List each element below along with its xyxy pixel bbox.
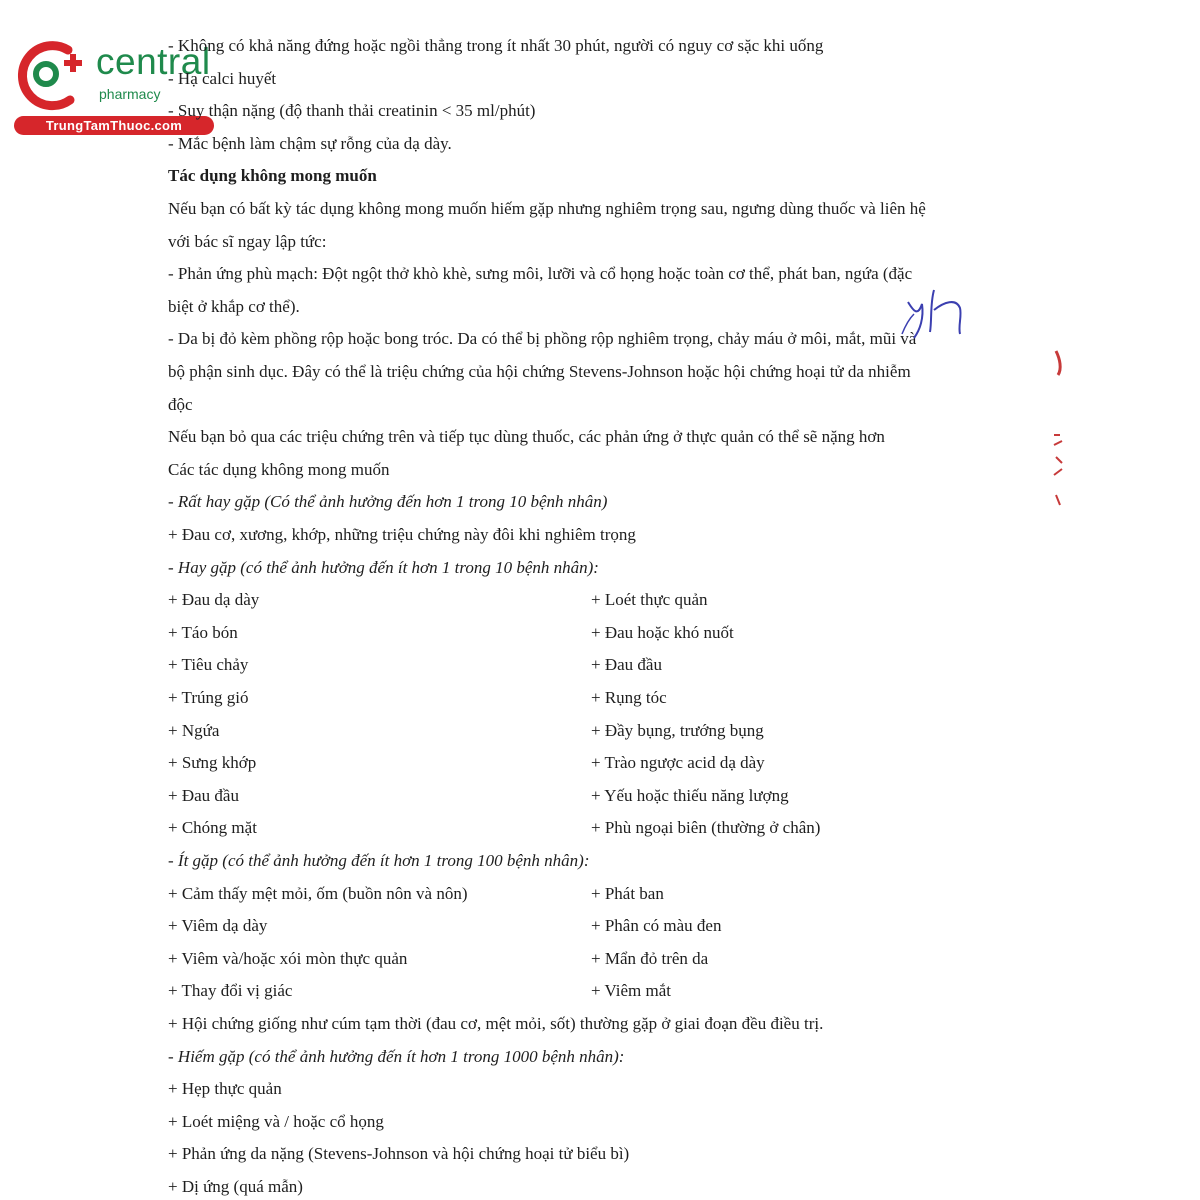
text-line: + Viêm mắt [591, 981, 672, 1000]
text-line: + Sưng khớp [168, 753, 257, 772]
text-line: + Chóng mặt [168, 818, 257, 837]
text-line: + Loét miệng và / hoặc cổ họng [168, 1112, 384, 1131]
text-line: - Suy thận nặng (độ thanh thải creatinin < 35 ml/phút) [168, 101, 536, 120]
logo-subtitle: pharmacy [99, 86, 161, 102]
text-line: + Dị ứng (quá mẫn) [168, 1177, 303, 1196]
text-line: bộ phận sinh dục. Đây có thể là triệu chứng của hội chứng Stevens-Johnson hoặc hội chứng hoại tử da nhiễm [168, 362, 911, 381]
logo-wordmark: central [96, 41, 211, 82]
text-line: + Hội chứng giống như cúm tạm thời (đau cơ, mệt mỏi, sốt) thường gặp ở giai đoạn đều điều trị. [168, 1014, 824, 1033]
text-line: + Trào ngược acid dạ dày [591, 753, 765, 772]
text-line: Các tác dụng không mong muốn [168, 460, 390, 479]
text-line: - Hiếm gặp (có thể ảnh hưởng đến ít hơn 1 trong 1000 bệnh nhân): [168, 1047, 625, 1066]
text-line: + Đau đầu [168, 786, 239, 805]
text-line: + Phản ứng da nặng (Stevens-Johnson và hội chứng hoại tử biểu bì) [168, 1144, 630, 1163]
text-line: + Phát ban [591, 884, 664, 903]
text-line: - Hạ calci huyết [168, 69, 277, 88]
text-line: + Loét thực quản [591, 590, 708, 609]
logo-website: TrungTamThuoc.com [14, 116, 214, 135]
text-line: + Viêm và/hoặc xói mòn thực quản [168, 949, 408, 968]
text-line: Nếu bạn bỏ qua các triệu chứng trên và tiếp tục dùng thuốc, các phản ứng ở thực quản có thể sẽ nặng hơn [168, 427, 885, 446]
text-line: + Trúng gió [168, 688, 249, 707]
text-line: - Rất hay gặp (Có thể ảnh hưởng đến hơn 1 trong 10 bệnh nhân) [168, 492, 608, 511]
text-line: + Đau cơ, xương, khớp, những triệu chứng này đôi khi nghiêm trọng [168, 525, 636, 544]
text-line: + Thay đổi vị giác [168, 981, 293, 1000]
text-line: - Mắc bệnh làm chậm sự rỗng của dạ dày. [168, 134, 452, 153]
text-line: + Đau đầu [591, 655, 662, 674]
text-line: + Phù ngoại biên (thường ở chân) [591, 818, 821, 837]
text-line: biệt ở khắp cơ thể). [168, 297, 300, 316]
handwritten-signature [900, 284, 990, 340]
text-line: + Yếu hoặc thiếu năng lượng [591, 786, 789, 805]
text-line: + Đau dạ dày [168, 590, 260, 609]
text-line: độc [168, 395, 193, 414]
text-line: - Hay gặp (có thể ảnh hưởng đến ít hơn 1 trong 10 bệnh nhân): [168, 558, 599, 577]
text-line: - Không có khả năng đứng hoặc ngồi thẳng trong ít nhất 30 phút, người có nguy cơ sặc khi uống [168, 36, 824, 55]
text-line: - Ít gặp (có thể ảnh hưởng đến ít hơn 1 trong 100 bệnh nhân): [168, 851, 590, 870]
section-heading: Tác dụng không mong muốn [168, 166, 377, 185]
text-line: với bác sĩ ngay lập tức: [168, 232, 327, 251]
text-line: + Táo bón [168, 623, 238, 642]
text-line: + Viêm dạ dày [168, 916, 268, 935]
text-line: + Hẹp thực quản [168, 1079, 282, 1098]
text-line: + Ngứa [168, 721, 220, 740]
text-line: + Tiêu chảy [168, 655, 249, 674]
text-line: - Phản ứng phù mạch: Đột ngột thở khò khè, sưng môi, lưỡi và cổ họng hoặc toàn cơ thể, phát ban, ngứa (đặc [168, 264, 913, 283]
red-stamp-fragment [1044, 345, 1066, 515]
text-line: + Phân có màu đen [591, 916, 722, 935]
text-line: + Đau hoặc khó nuốt [591, 623, 734, 642]
text-line: + Cảm thấy mệt mỏi, ốm (buồn nôn và nôn) [168, 884, 468, 903]
text-line: + Rụng tóc [591, 688, 667, 707]
text-line: Nếu bạn có bất kỳ tác dụng không mong muốn hiếm gặp nhưng nghiêm trọng sau, ngưng dùng thuốc và liên hệ [168, 199, 926, 218]
text-line: + Mẩn đỏ trên da [591, 949, 709, 968]
text-line: - Da bị đỏ kèm phồng rộp hoặc bong tróc. Da có thể bị phồng rộp nghiêm trọng, chảy máu ở môi, mắt, mũi và [168, 329, 917, 348]
text-line: + Đầy bụng, trướng bụng [591, 721, 764, 740]
